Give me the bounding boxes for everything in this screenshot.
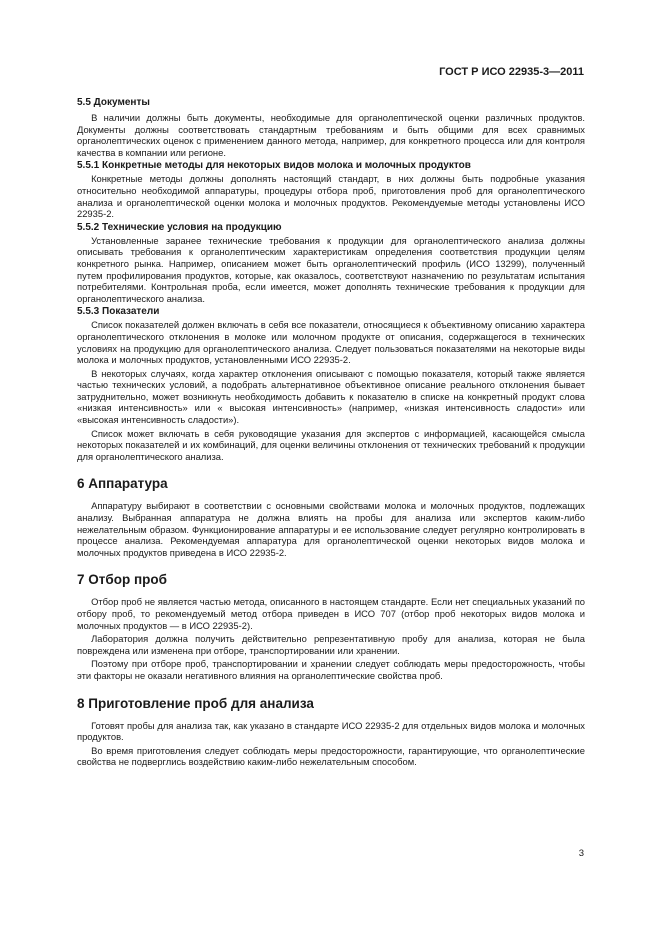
document-header: ГОСТ Р ИСО 22935-3—2011	[439, 66, 584, 78]
paragraph: Готовят пробы для анализа так, как указано в стандарте ИСО 22935-2 для отдельных видов молока и молочных продуктов.	[77, 719, 585, 743]
paragraph: Аппаратуру выбирают в соответствии с основными свойствами молока и молочных продуктов, подлежащих анализу. Выбранная аппаратура не должна влиять на пробы для анализа или экспертов каким-либо нежелательным образом. Функционирование аппаратуры и ее использование следует регулярно контролировать в процессе анализа. Рекомендуемая аппаратура для органолептической оценки некоторых видов молока и молочных продуктов приведена в ИСО 22935-2.	[77, 500, 585, 558]
section-5-5	[77, 96, 585, 158]
section-5-5-1	[77, 159, 585, 219]
section-title: 5.5.3 Показатели	[77, 306, 160, 318]
section-title: 5.5.2 Технические условия на продукцию	[77, 221, 282, 233]
section-5-5-3	[77, 305, 585, 462]
document-body	[77, 96, 585, 768]
paragraph: Список показателей должен включать в себя все показатели, относящиеся к объективному описанию характера органолептического отклонения в молоке или молочном продукте от описания, содержащегося в технических условиях на продукцию для органолептического анализа. Следует пользоваться показателями на некоторые виды молока и молочных продуктов, установленными ИСО 22935-2.	[77, 319, 585, 366]
paragraph: Поэтому при отборе проб, транспортировании и хранении следует соблюдать меры предосторожность, чтобы эти факторы не оказали негативного влияния на органолептические свойства проб.	[77, 658, 585, 681]
paragraph: Лаборатория должна получить действительно репрезентативную пробу для анализа, которая не была повреждена или изменена при отборе, транспортировании или хранении.	[77, 633, 585, 656]
section-title: 5.5.1 Конкретные методы для некоторых видов молока и молочных продуктов	[77, 160, 471, 172]
paragraph: Конкретные методы должны дополнять настоящий стандарт, в них должны быть подробные указания относительно необходимой аппаратуры, процедуры отбора проб, приготовления проб для органолептического анализа и органолептической оценки молока и молочных продуктов. Рекомендуемые методы установлены ИСО 22935-2.	[77, 173, 585, 220]
section-8	[77, 696, 585, 768]
section-heading: 7 Отбор проб	[77, 572, 167, 588]
paragraph: Во время приготовления следует соблюдать меры предосторожности, гарантирующие, что органолептические свойства не подверглись воздействию каким-либо нежелательным способом.	[77, 744, 585, 768]
section-7	[77, 572, 585, 681]
section-5-5-2	[77, 221, 585, 305]
paragraph: В некоторых случаях, когда характер отклонения описывают с помощью показателя, который также является частью технических условий, а подобрать альтернативное объективное описание реального отклонения бывает затруднительно, может возникнуть необходимость добавить к показателю в списке на конкретный продукт слова «низкая интенсивность» или « высокая интенсивность» (например, «низкая интенсивность сладости» или «высокая интенсивность сладости»).	[77, 367, 585, 426]
section-heading: 8 Приготовление проб для анализа	[77, 695, 314, 711]
section-heading: 6 Аппаратура	[77, 476, 168, 492]
paragraph: Установленные заранее технические требования к продукции для органолептического анализа должны описывать требования к органолептическим характеристикам определения соответствия продукции целям конкретного рынка. Например, описанием может быть органолептический профиль (ИСО 13299), полученный путем профилирования продуктов, которые, как оказалось, соответствуют назначению по результатам испытания потребителями. Контрольная проба, если имеется, может дополнять технические требования к продукции для органолептического анализа.	[77, 234, 585, 304]
page-number: 3	[578, 848, 584, 859]
paragraph: Список может включать в себя руководящие указания для экспертов с информацией, касающейся смысла некоторых показателей и их комбинаций, для оценки величины отклонения от технических требований к продукции для органолептического анализа.	[77, 427, 585, 462]
section-6	[77, 476, 585, 558]
paragraph: Отбор проб не является частью метода, описанного в настоящем стандарте. Если нет специальных указаний по отбору проб, то рекомендуемый метод отбора приведен в ИСО 707 (отбор проб некоторых видов молока и молочных продуктов — в ИСО 22935-2).	[77, 596, 585, 631]
section-title: 5.5 Документы	[77, 97, 150, 108]
paragraph: В наличии должны быть документы, необходимые для органолептической оценки различных продуктов. Документы должны соответствовать стандартным требованиям и быть общими для всех сравнимых органолептических оценок с применением данного метода, например, для конкретного процесса или для контроля качества в компании или регионе.	[77, 112, 585, 158]
